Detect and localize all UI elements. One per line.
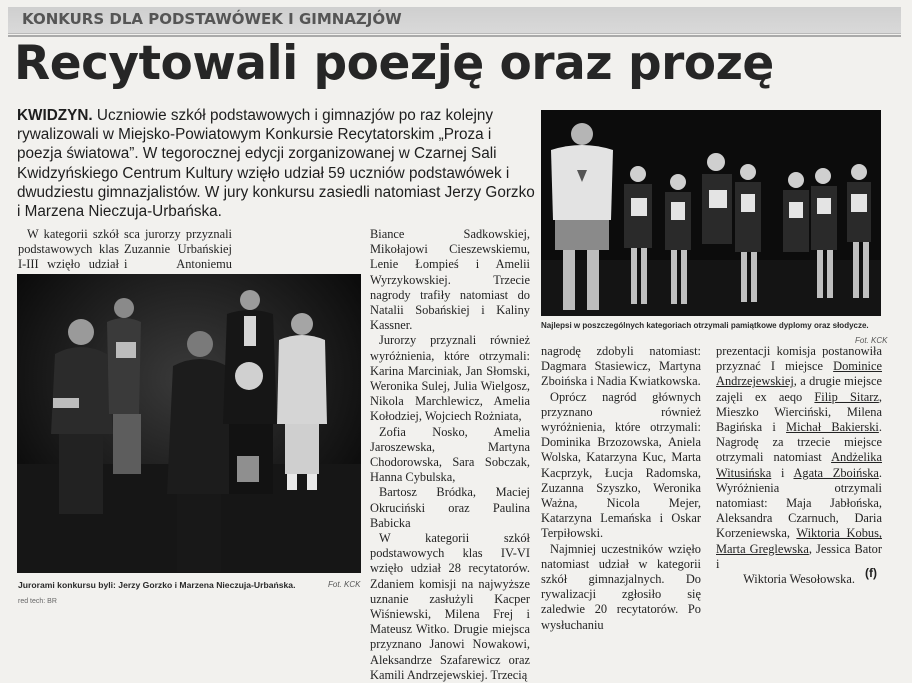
winner-name: Filip Sitarz bbox=[814, 389, 879, 404]
paragraph: nagrodę zdobyli natomiast: Dagmara Stasiewicz, Martyna Zboińska i Nadia Kwiatkowska. bbox=[541, 344, 701, 389]
winner-name: Michał Bakierski bbox=[786, 420, 879, 435]
column-4-text bbox=[541, 344, 701, 633]
paragraph: Biance Sadkowskiej, Mikołajowi Cieszewskiemu, Lenie Łompieś i Amelii Wyrzykowskiej. Trzecie nagrody trafiły natomiast do Natalii Sobańskiej i Kaliny Kassner. bbox=[370, 227, 530, 333]
winner-name: Wiktoria Kobus, Marta Greglewska bbox=[716, 526, 882, 556]
author-mark: (f) bbox=[865, 566, 877, 580]
paragraph: W kategorii szkół podstawowych klas I-III wzięło udział bbox=[18, 227, 119, 272]
paragraph: Jurorzy przyznali również wyróżnienia, które otrzymali: Karina Marciniak, Jan Słomski, Weronika Sulej, Julia Wielgosz, Nikola Marchlewicz, Amelia Kołodziej, Wojciech Rożniata, bbox=[370, 333, 530, 424]
jury-photo bbox=[17, 274, 361, 573]
paragraph: Zofia Nosko, Amelia Jaroszewska, Martyna Chodorowska, Sara Sobczak, Hanna Cybulska, bbox=[370, 424, 530, 485]
editor-footnote: red tech: BR bbox=[18, 598, 57, 605]
column-5-text bbox=[716, 344, 882, 587]
article-headline: Recytowali poezję oraz prozę bbox=[14, 36, 774, 91]
winner-name: Andżelika Witusińska bbox=[716, 450, 882, 480]
winners-photo-illustration bbox=[541, 110, 881, 316]
paragraph: sca jurorzy przyznali Zuzannie Urbańskiej i Antoniemu bbox=[124, 227, 232, 272]
paragraph: Bartosz Bródka, Maciej Okruciński oraz Paulina Babicka bbox=[370, 485, 530, 530]
jury-photo-credit: Fot. KCK bbox=[328, 580, 361, 589]
jury-photo-caption: Jurorami konkursu byli: Jerzy Gorzko i Marzena Nieczuja-Urbańska. bbox=[18, 580, 296, 590]
winners-photo-credit: Fot. KCK bbox=[855, 336, 888, 345]
winner-name: Dominice Andrzejewskiej bbox=[716, 359, 882, 389]
article-lead bbox=[17, 106, 535, 221]
column-3-text bbox=[370, 227, 530, 683]
winners-photo-caption: Najlepsi w poszczególnych kategoriach otrzymali pamiątkowe dyplomy oraz słodycze. bbox=[541, 321, 869, 330]
section-rubric bbox=[8, 7, 901, 34]
paragraph: Najmniej uczestników wzięło natomiast udział w kategorii szkół gimnazjalnych. Do rywalizacji zgłosiło się zaledwie 20 recytatorów. Po wysłuchaniu bbox=[541, 541, 701, 632]
jury-photo-illustration bbox=[17, 274, 361, 573]
paragraph: Oprócz nagród głównych przyznano również wyróżnienia, które otrzymali: Dominika Brzozowska, Aniela Wolska, Katarzyna Kuc, Marta Kacprzyk, Łucja Radomska, Zuzanna Szyszko, Weronika Ważna, Nicola Mejer, Katarzyna Lemańska i Oskar Terpiłowski. bbox=[541, 389, 701, 541]
winner-name: Agata Zboińska bbox=[793, 465, 879, 480]
paragraph: Wiktoria Wesołowska. bbox=[743, 572, 855, 587]
lead-text: Uczniowie szkół podstawowych i gimnazjów po raz kolejny rywalizowali w Miejsko-Powiatowym Konkursie Recytatorskim „Proza i poezja światowa”. W tegorocznej edycji zorganizowanej w Czarnej Sali Kwidzyńskiego Centrum Kultury wzięło udział 59 uczniów podstawówek i dwudziestu gimnazjalistów. W jury konkursu zasiedli natomiast Jerzy Gorzko i Marzena Nieczuja-Urbańska. bbox=[17, 107, 535, 221]
paragraph: W kategorii szkół podstawowych klas IV-VI wzięło udział 28 recytatorów. Zdaniem komisji na najwyższe uznanie zasłużyli Kacper Wiśniewski, Milena Frej i Mateusz Witko. Drugie miejsca przyznano Janowi Nowakowi, Aleksandrze Szafarewicz oraz Kamili Andrzejewskiej. Trzecią bbox=[370, 531, 530, 682]
rubric-label: KONKURS DLA PODSTAWÓWEK I GIMNAZJÓW bbox=[22, 10, 402, 28]
winners-photo bbox=[541, 110, 881, 316]
paragraph: prezentacji komisja postanowiła przyznać I miejsce Dominice Andrzejewskiej, a drugie miejsce zajęli ex aeqo Filip Sitarz, Mieszko Wierciński, Milena Bagińska i Michał Bakierski. Nagrodę za trzecie miejsce otrzymali natomiast Andżelika Witusińska i Agata Zboińska. Wyróżnienia otrzymali natomiast: Maja Jabłońska, Aleksandra Czarnuch, Daria Korzeniewska, Wiktoria Kobus, Marta Greglewska, Jessica Bator i bbox=[716, 344, 882, 571]
dateline: KWIDZYN. bbox=[17, 107, 93, 124]
